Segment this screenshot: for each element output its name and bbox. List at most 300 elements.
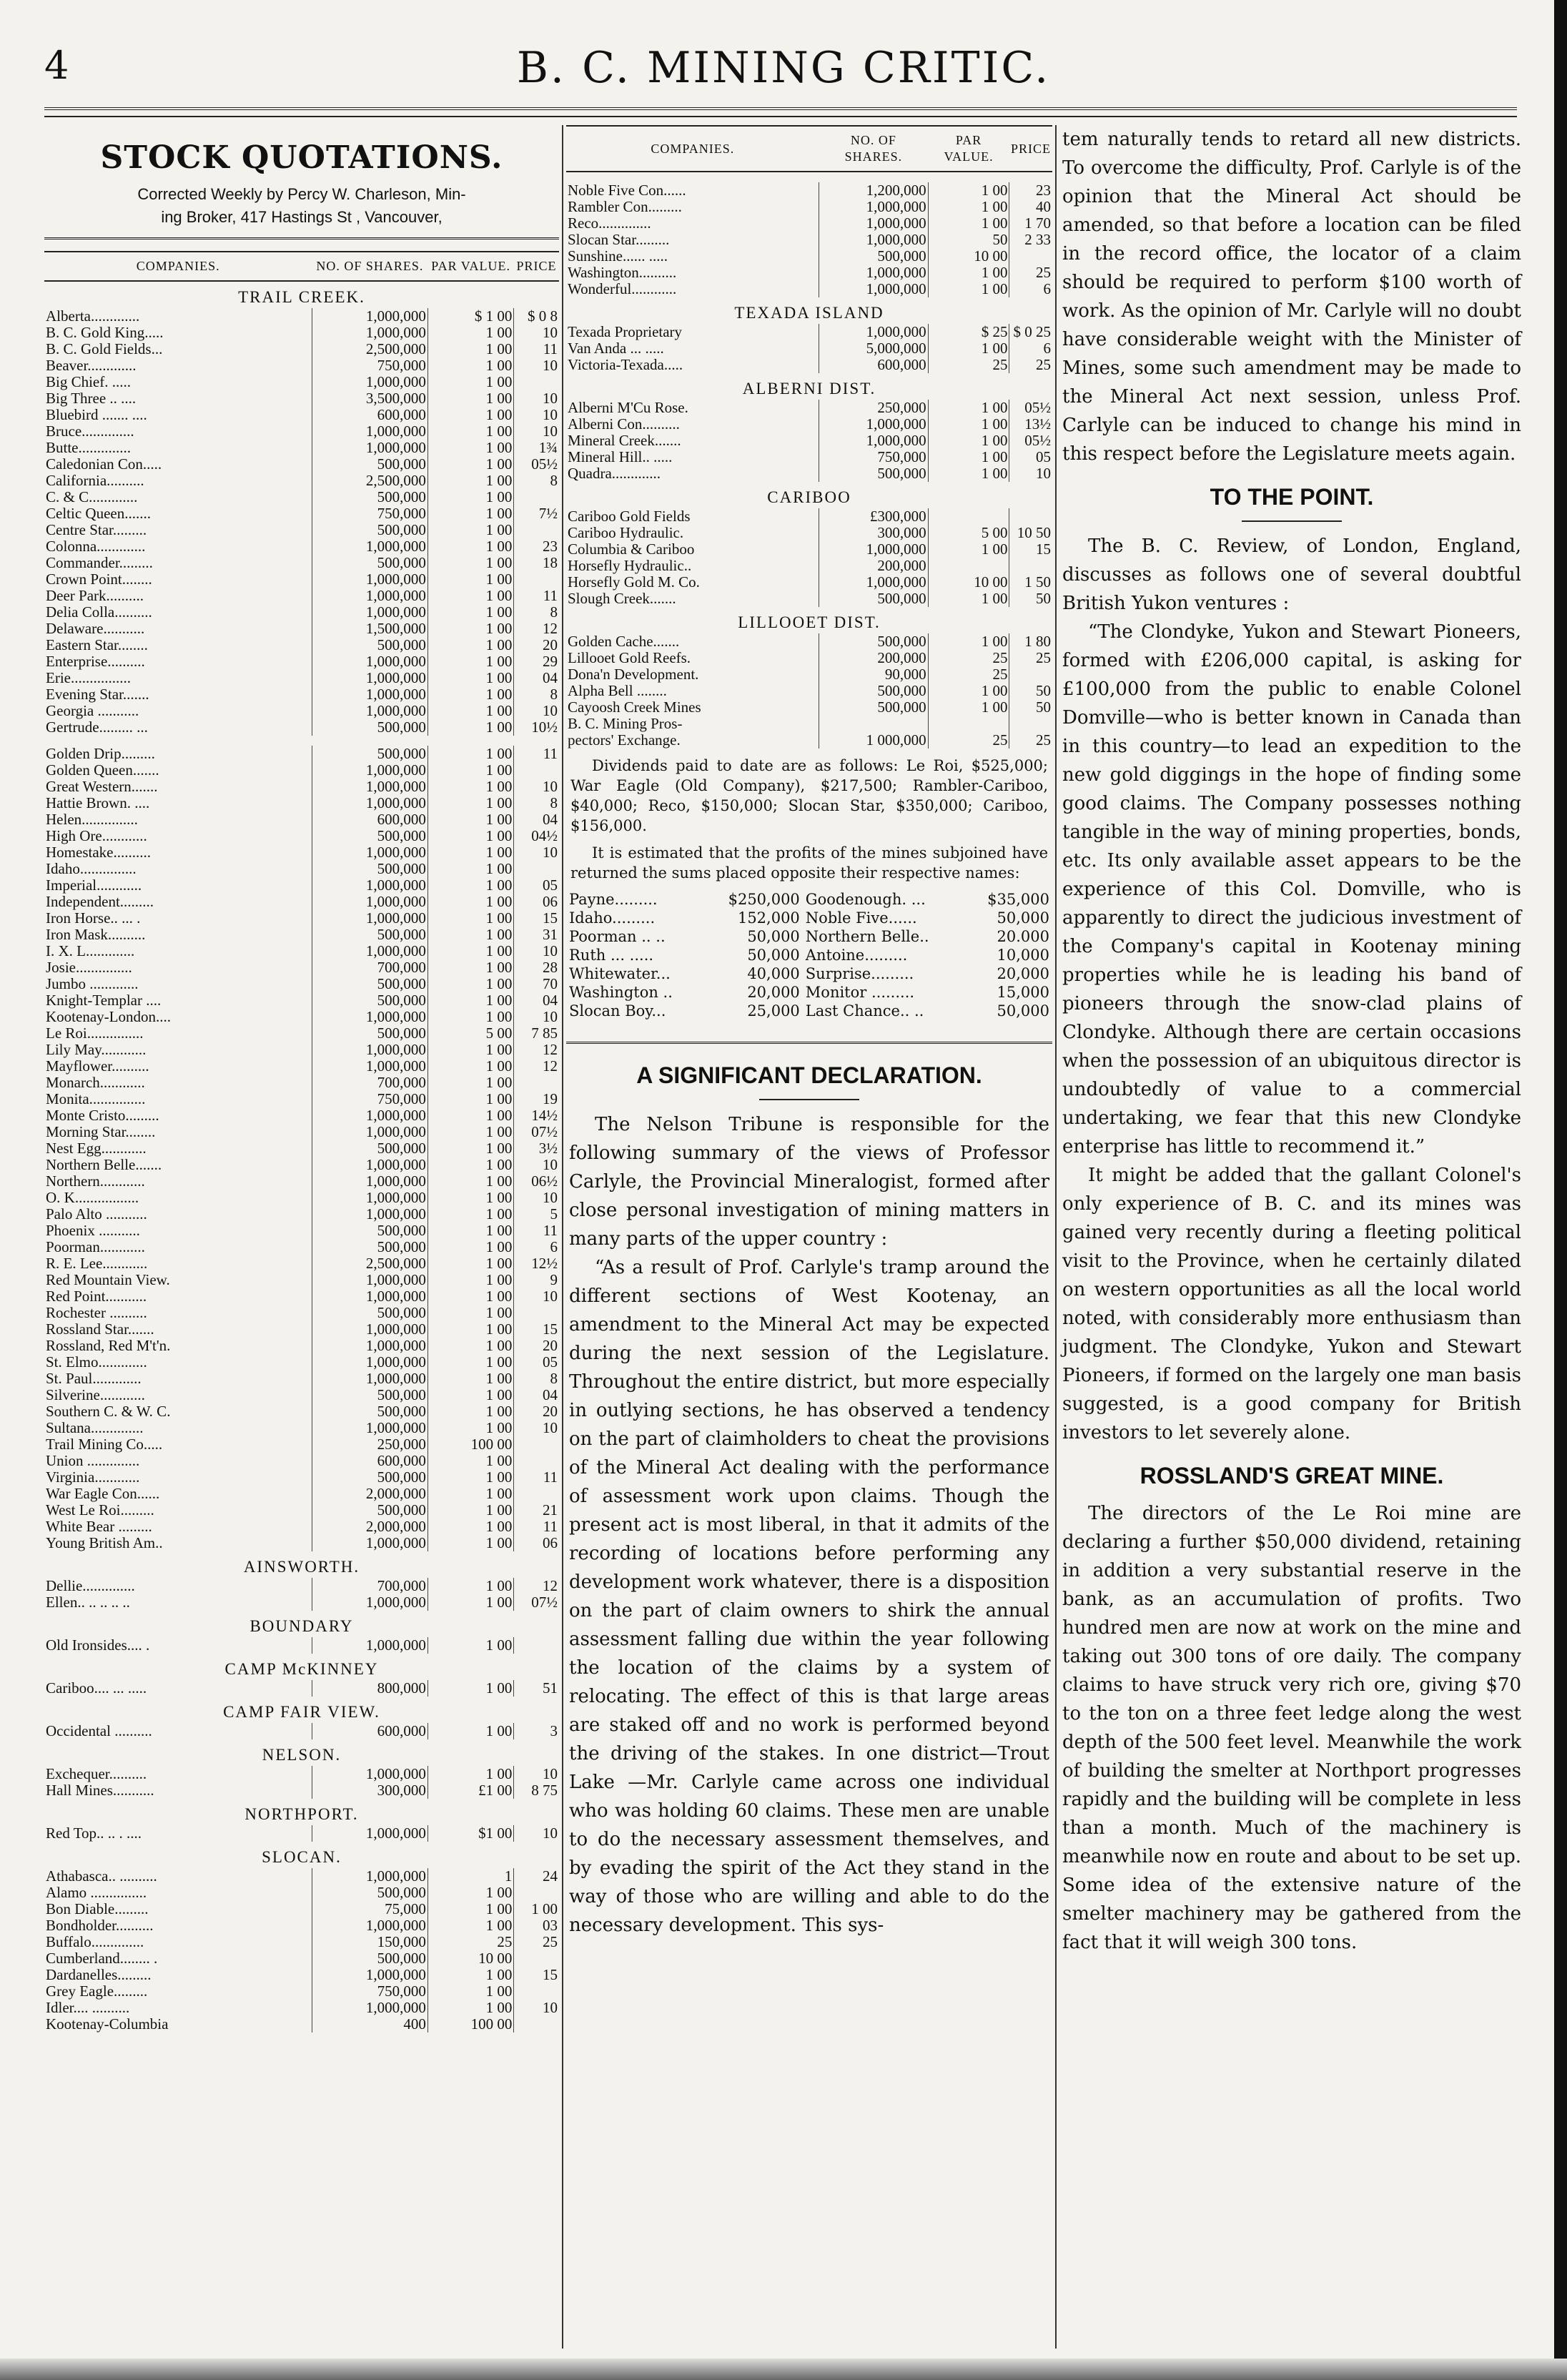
table-row: [44, 1594, 559, 1611]
table-row: [566, 232, 1052, 248]
par-value: 1 00: [427, 910, 514, 927]
shares: 1,000,000: [312, 604, 427, 621]
dividends-intro: Dividends paid to date are as follows: Le Roi, $525,000; War Eagle (Old Company), $217,500; Rambler-Cariboo, $40,000; Reco, $150,000; Slocan Star, $350,000; Cariboo, $156,000.: [570, 757, 1048, 834]
shares: 500,000: [312, 1223, 427, 1239]
price: [514, 1885, 559, 1901]
par-value: 1 00: [427, 844, 514, 861]
price: 6: [1009, 281, 1052, 297]
company-name: Morning Star........: [46, 1124, 156, 1140]
shares: 750,000: [312, 505, 427, 522]
table-row: [44, 538, 559, 555]
table-row: [44, 719, 559, 736]
table-row: [566, 433, 1052, 449]
profit-value: 20.000: [997, 928, 1049, 945]
par-value: 100 00: [427, 2016, 514, 2033]
par-value: 5 00: [427, 1025, 514, 1042]
shares: 1,000,000: [312, 1354, 427, 1371]
price: 40: [1009, 199, 1052, 215]
shares: 300,000: [819, 525, 929, 541]
company-name: Mayflower..........: [46, 1058, 149, 1075]
shares: 1,000,000: [312, 440, 427, 456]
price: 8: [514, 795, 559, 811]
par-value: 1 00: [427, 1206, 514, 1223]
par-value: 1 00: [427, 423, 514, 440]
mine-name: Payne.........: [569, 891, 658, 908]
table-row: [44, 1868, 559, 1885]
profit-value: $250,000: [728, 891, 800, 908]
par-value: 1 00: [427, 686, 514, 703]
declaration-title: A SIGNIFICANT DECLARATION.: [636, 1062, 982, 1088]
company-name: Red Mountain View.: [46, 1272, 170, 1288]
table-row: [44, 1403, 559, 1420]
company-name: Iron Horse.. ... .: [46, 910, 141, 927]
table-row: [44, 1239, 559, 1255]
price: 11: [514, 341, 559, 357]
table-row: [44, 2000, 559, 2016]
table-row: [44, 1371, 559, 1387]
shares: 500,000: [312, 555, 427, 571]
table-row: [44, 1917, 559, 1934]
price: 15: [514, 1321, 559, 1338]
company-name: Columbia & Cariboo: [568, 541, 695, 558]
shares: 1,000,000: [819, 574, 929, 591]
price: 10: [514, 407, 559, 423]
col-par: PAR VALUE.: [427, 252, 514, 281]
table-row: [566, 525, 1052, 541]
shares: 800,000: [312, 1680, 427, 1697]
right-column: [1059, 125, 1524, 2349]
company-name: Iron Mask..........: [46, 927, 146, 943]
company-name: Phoenix ...........: [46, 1223, 140, 1239]
price: 05½: [1009, 400, 1052, 416]
price: 12: [514, 621, 559, 637]
declaration-body: [569, 1110, 1049, 1940]
par-value: 50: [928, 232, 1009, 248]
table-row: [566, 964, 1052, 983]
district-heading: TRAIL CREEK.: [238, 288, 365, 306]
table-row: [44, 811, 559, 828]
table-row: [44, 1637, 559, 1654]
profit-value: 15,000: [997, 984, 1049, 1001]
price: 10: [514, 1420, 559, 1436]
table-row: [44, 1502, 559, 1519]
par-value: 1 00: [427, 1140, 514, 1157]
shares: 1,000,000: [312, 779, 427, 795]
shares: 500,000: [312, 1885, 427, 1901]
company-name: White Bear .........: [46, 1519, 152, 1535]
table-row: [44, 1272, 559, 1288]
price: 03: [514, 1917, 559, 1934]
price: 10: [514, 779, 559, 795]
shares: 1,000,000: [312, 653, 427, 670]
table-row: [44, 357, 559, 374]
shares: 400: [312, 2016, 427, 2033]
col-companies: COMPANIES.: [44, 252, 312, 281]
table-row: [566, 199, 1052, 215]
company-name: Horsefly Hydraulic..: [568, 558, 692, 574]
shares: 1,000,000: [312, 423, 427, 440]
par-value: 1 00: [427, 1009, 514, 1025]
price: [514, 1305, 559, 1321]
shares: 1,000,000: [819, 281, 929, 297]
par-value: 1 00: [928, 281, 1009, 297]
rossland-body: The directors of the Le Roi mine are declaring a further $50,000 dividend, retaining in addition a very substantial reserve in the bank, as an accumulation of profits. Two hundred men are now at work on the mine and taking out 300 tons of ore daily. The company claims to have struck very rich ore, giving $70 to the ton on a three feet ledge along the west depth of the 500 feet level. Meanwhile the work of building the smelter at Northport progresses rapidly and the building will be complete in less than a month. Much of the machinery is meanwhile now en route and about to be set up. Some idea of the extensive nature of the smelter machinery may be gathered from the fact that it will weigh 300 tons.: [1062, 1503, 1521, 1953]
company-name: Golden Drip.........: [46, 746, 155, 762]
column-divider: [562, 125, 563, 2349]
shares: 1,000,000: [312, 1009, 427, 1025]
company-name: Kootenay-London....: [46, 1009, 171, 1025]
table-row: [44, 1157, 559, 1173]
company-name: Bluebird ....... ....: [46, 407, 147, 423]
company-name: Celtic Queen.......: [46, 505, 151, 522]
price: [1009, 508, 1052, 525]
company-name: Cayoosh Creek Mines: [568, 699, 701, 716]
profit-value: 20,000: [747, 984, 800, 1001]
company-name: Jumbo .............: [46, 976, 139, 992]
table-row: [44, 390, 559, 407]
par-value: $1 00: [427, 1825, 514, 1842]
company-name: B. C. Gold King.....: [46, 325, 164, 341]
shares: 1,000,000: [312, 670, 427, 686]
company-name: Knight-Templar ....: [46, 992, 162, 1009]
price: 8: [514, 604, 559, 621]
table-row: [566, 248, 1052, 265]
company-name: Monte Cristo.........: [46, 1107, 159, 1124]
profit-value: $35,000: [987, 891, 1049, 908]
par-value: 1 00: [427, 1157, 514, 1173]
shares: 1,000,000: [312, 1107, 427, 1124]
table-row: [44, 604, 559, 621]
company-name: Dellie..............: [46, 1578, 135, 1594]
district-heading: LILLOOET DIST.: [738, 613, 881, 631]
company-name: B. C. Gold Fields...: [46, 341, 163, 357]
shares: 500,000: [819, 699, 929, 716]
table-row: [44, 440, 559, 456]
par-value: 1 00: [427, 1288, 514, 1305]
par-value: 1 00: [427, 505, 514, 522]
price: 50: [1009, 591, 1052, 607]
par-value: [928, 558, 1009, 574]
table-row: [44, 1420, 559, 1436]
company-name: Rossland Star.......: [46, 1321, 154, 1338]
par-value: 1 00: [427, 779, 514, 795]
shares: 500,000: [312, 746, 427, 762]
price: 29: [514, 653, 559, 670]
company-name: Eastern Star........: [46, 637, 148, 653]
shares: 1,000,000: [312, 1173, 427, 1190]
company-name: Dona'n Development.: [568, 666, 699, 683]
par-value: 1 00: [427, 325, 514, 341]
price: 04: [514, 811, 559, 828]
shares: 2,000,000: [312, 1486, 427, 1502]
mine-name: Noble Five......: [805, 909, 917, 927]
price: 11: [514, 588, 559, 604]
price: 23: [514, 538, 559, 555]
par-value: 1 00: [928, 182, 1009, 199]
profit-value: 10,000: [997, 947, 1049, 964]
price: 10: [514, 1825, 559, 1842]
profit-value: 50,000: [997, 1002, 1049, 1019]
price: 28: [514, 959, 559, 976]
company-name: Deer Park..........: [46, 588, 144, 604]
divider: [44, 237, 559, 242]
company-name: Rochester ..........: [46, 1305, 147, 1321]
mine-name: Ruth ... .....: [569, 947, 654, 964]
company-name: Northern............: [46, 1173, 145, 1190]
par-value: 1 00: [928, 683, 1009, 699]
company-name: St. Paul.............: [46, 1371, 142, 1387]
shares: 500,000: [819, 248, 929, 265]
price: 10: [514, 943, 559, 959]
shares: 500,000: [312, 1502, 427, 1519]
table-row: [44, 588, 559, 604]
table-row: [44, 1901, 559, 1917]
company-name: Mineral Creek.......: [568, 433, 681, 449]
col-price: PRICE: [514, 252, 559, 281]
table-row: [44, 308, 559, 325]
price: 6: [514, 1239, 559, 1255]
price: 10: [514, 844, 559, 861]
company-name: Virginia............: [46, 1469, 140, 1486]
par-value: 1 00: [427, 1124, 514, 1140]
shares: [819, 716, 929, 732]
par-value: 1 00: [427, 1901, 514, 1917]
table-row: [566, 683, 1052, 699]
shares: 500,000: [312, 1403, 427, 1420]
par-value: 1 00: [427, 341, 514, 357]
company-name: Grey Eagle.........: [46, 1983, 148, 2000]
table-row: [44, 1885, 559, 1901]
column-divider: [1055, 125, 1057, 2349]
par-value: 1 00: [427, 357, 514, 374]
shares: 1,000,000: [819, 232, 929, 248]
shares: 500,000: [819, 683, 929, 699]
mine-name: Poorman .. ..: [569, 928, 666, 945]
shares: 700,000: [312, 1578, 427, 1594]
shares: 1,000,000: [312, 1594, 427, 1611]
price: 10: [514, 1157, 559, 1173]
par-value: 1 00: [928, 433, 1009, 449]
shares: 1,000,000: [312, 1637, 427, 1654]
table-row: [44, 2016, 559, 2033]
profit-value: 25,000: [747, 1002, 800, 1019]
price: 24: [514, 1868, 559, 1885]
par-value: 1 00: [427, 828, 514, 844]
price: [514, 1637, 559, 1654]
price: 20: [514, 1403, 559, 1420]
company-name: Idaho...............: [46, 861, 137, 877]
table-row: [566, 400, 1052, 416]
price: 11: [514, 746, 559, 762]
company-name: Reco..............: [568, 215, 651, 232]
table-row: [44, 877, 559, 894]
shares: 2,500,000: [312, 1255, 427, 1272]
shares: 1,000,000: [819, 416, 929, 433]
table-row: [44, 1091, 559, 1107]
header-rule: [44, 107, 1517, 117]
price: 13½: [1009, 416, 1052, 433]
table-row: [44, 861, 559, 877]
price: 20: [514, 1338, 559, 1354]
shares: 500,000: [312, 927, 427, 943]
district-heading: CAMP McKINNEY: [224, 1660, 379, 1678]
scan-edge: [1554, 0, 1567, 2380]
par-value: 1 00: [427, 1594, 514, 1611]
company-name: Exchequer..........: [46, 1766, 147, 1782]
mine-name: Monitor .........: [805, 984, 915, 1001]
price: 04: [514, 670, 559, 686]
price: [1009, 666, 1052, 683]
price: 6: [1009, 340, 1052, 357]
company-name: Victoria-Texada.....: [568, 357, 683, 373]
profit-value: 50,000: [747, 928, 800, 945]
price: 19: [514, 1091, 559, 1107]
shares: 1,000,000: [312, 2000, 427, 2016]
price: 10: [1009, 465, 1052, 482]
price: [514, 1950, 559, 1967]
par-value: 1 00: [928, 449, 1009, 465]
par-value: 1 00: [427, 746, 514, 762]
table-row: [566, 633, 1052, 650]
price: 2 33: [1009, 232, 1052, 248]
page-header: [0, 29, 1567, 93]
mine-name: Washington ..: [569, 984, 673, 1001]
price: 05½: [1009, 433, 1052, 449]
shares: 500,000: [312, 522, 427, 538]
table-row: [566, 541, 1052, 558]
company-name: Crown Point........: [46, 571, 152, 588]
price: 05: [1009, 449, 1052, 465]
stock-table-left: [44, 251, 559, 2033]
shares: 1,000,000: [819, 215, 929, 232]
price: 10 50: [1009, 525, 1052, 541]
company-name: Sultana..............: [46, 1420, 144, 1436]
par-value: 1 00: [928, 633, 1009, 650]
shares: 1,000,000: [312, 588, 427, 604]
company-name: Southern C. & W. C.: [46, 1403, 171, 1420]
shares: 1,000,000: [312, 308, 427, 325]
table-row: [44, 1305, 559, 1321]
table-row: [566, 416, 1052, 433]
par-value: 25: [928, 357, 1009, 373]
price: [514, 1453, 559, 1469]
table-row: [44, 473, 559, 489]
price: $ 0 8: [514, 308, 559, 325]
price: 1 80: [1009, 633, 1052, 650]
company-name: Imperial............: [46, 877, 142, 894]
price: 10: [514, 2000, 559, 2016]
shares: 5,000,000: [819, 340, 929, 357]
price: [514, 1075, 559, 1091]
price: [514, 861, 559, 877]
table-row: [566, 666, 1052, 683]
table-row: [566, 591, 1052, 607]
table-row: [44, 894, 559, 910]
company-name: Butte..............: [46, 440, 131, 456]
company-name: Ellen.. .. .. .. ..: [46, 1594, 130, 1611]
shares: 75,000: [312, 1901, 427, 1917]
par-value: 1 00: [427, 390, 514, 407]
price: $ 0 25: [1009, 324, 1052, 340]
price: 07½: [514, 1124, 559, 1140]
table-row: [44, 423, 559, 440]
table-row: [566, 909, 1052, 927]
price: 06: [514, 894, 559, 910]
shares: 500,000: [312, 992, 427, 1009]
shares: 1,000,000: [312, 844, 427, 861]
company-name: Buffalo..............: [46, 1934, 144, 1950]
table-row: [44, 927, 559, 943]
table-row: [566, 650, 1052, 666]
shares: 1,000,000: [312, 686, 427, 703]
profit-value: 40,000: [747, 965, 800, 982]
par-value: 1 00: [427, 1321, 514, 1338]
table-row: [44, 762, 559, 779]
company-name: Quadra.............: [568, 465, 661, 482]
par-value: 1 00: [427, 762, 514, 779]
shares: 500,000: [312, 1950, 427, 1967]
shares: 90,000: [819, 666, 929, 683]
table-row: [566, 324, 1052, 340]
par-value: 1 00: [427, 1502, 514, 1519]
company-name: Hall Mines...........: [46, 1782, 154, 1799]
table-row: [44, 1354, 559, 1371]
shares: 1,000,000: [312, 1766, 427, 1782]
shares: 500,000: [312, 719, 427, 736]
table-row: [44, 555, 559, 571]
par-value: 1 00: [427, 473, 514, 489]
company-name: C. & C.............: [46, 489, 138, 505]
table-row: [566, 281, 1052, 297]
district-heading: ALBERNI DIST.: [742, 380, 876, 398]
price: 21: [514, 1502, 559, 1519]
par-value: 25: [928, 650, 1009, 666]
company-name: Georgia ...........: [46, 703, 139, 719]
company-name: Northern Belle.......: [46, 1157, 162, 1173]
table-row: [44, 1723, 559, 1739]
par-value: 1 00: [427, 811, 514, 828]
table-row: [566, 1002, 1052, 1020]
page-number: 4: [44, 43, 69, 88]
company-name: Alpha Bell ........: [568, 683, 667, 699]
scan-bottom-edge: [0, 2359, 1567, 2380]
par-value: 1 00: [928, 340, 1009, 357]
price: 8: [514, 686, 559, 703]
shares: 1,000,000: [312, 1190, 427, 1206]
company-name: Horsefly Gold M. Co.: [568, 574, 700, 591]
par-value: 1 00: [427, 1766, 514, 1782]
table-row: [44, 1058, 559, 1075]
profit-value: 152,000: [737, 909, 800, 927]
table-row: [44, 637, 559, 653]
table-row: [44, 1173, 559, 1190]
price: 25: [1009, 357, 1052, 373]
shares: 1,000,000: [312, 877, 427, 894]
par-value: 1 00: [427, 1723, 514, 1739]
par-value: 1 00: [427, 1387, 514, 1403]
price: 18: [514, 555, 559, 571]
price: [514, 522, 559, 538]
table-row: [44, 943, 559, 959]
price: [514, 571, 559, 588]
par-value: 1 00: [928, 199, 1009, 215]
par-value: 1 00: [427, 1173, 514, 1190]
shares: 750,000: [312, 1983, 427, 2000]
company-name: Bon Diable.........: [46, 1901, 149, 1917]
par-value: 1 00: [427, 2000, 514, 2016]
table-row: [44, 653, 559, 670]
par-value: 1 00: [427, 1075, 514, 1091]
